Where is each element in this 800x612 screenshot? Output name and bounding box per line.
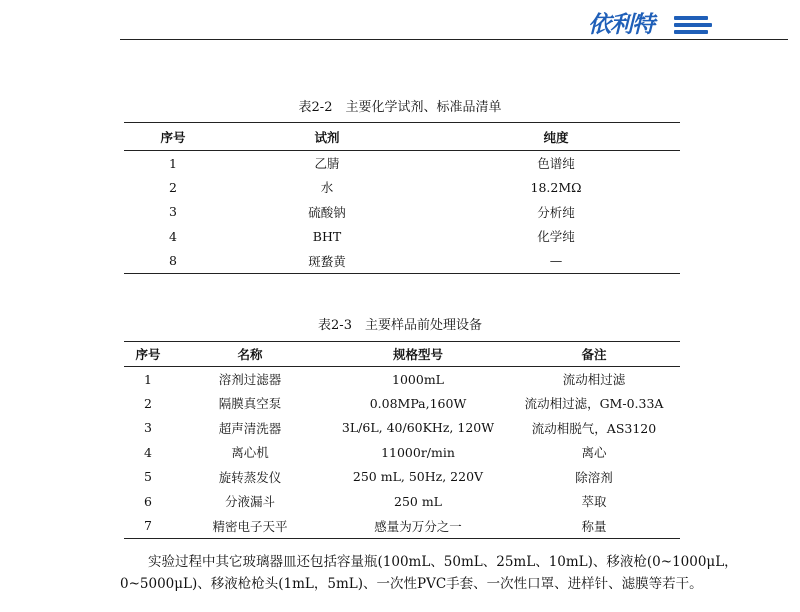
- cell: 250 mL, 50Hz, 220V: [352, 469, 484, 485]
- cell: 精密电子天平: [212, 518, 288, 534]
- cell: 隔膜真空泵: [218, 396, 282, 412]
- cell: BHT: [312, 228, 342, 244]
- cell: 除溶剂: [575, 469, 613, 485]
- cell: 称量: [581, 518, 607, 534]
- cell: 250 mL: [394, 493, 442, 509]
- table-row: [124, 489, 680, 514]
- table-row: [124, 465, 680, 490]
- cell: 5: [144, 469, 152, 485]
- cell: 2: [144, 395, 152, 411]
- reagents-table: [124, 122, 680, 274]
- table-row: [124, 391, 680, 416]
- cell: 流动相脱气，AS3120: [531, 420, 657, 436]
- cell: 6: [144, 493, 152, 509]
- col-header-notes: 备注: [508, 342, 680, 367]
- col-header-reagent: 试剂: [222, 123, 432, 151]
- cell: 3: [144, 420, 152, 436]
- cell: 1: [169, 155, 177, 171]
- col-header-name: 名称: [172, 342, 328, 367]
- header-rule: [120, 39, 788, 40]
- cell: 硫酸钠: [308, 204, 346, 220]
- cell: 3: [169, 204, 177, 220]
- cell: 流动相过滤: [562, 372, 626, 387]
- col-header-purity: 纯度: [432, 123, 680, 151]
- cell: 分析纯: [537, 204, 575, 220]
- table-row: [124, 151, 680, 176]
- cell: 斑蝥黄: [308, 253, 346, 269]
- cell: 离心机: [231, 445, 269, 461]
- cell: —: [549, 253, 563, 268]
- table-row: [124, 200, 680, 225]
- cell: 4: [144, 444, 152, 460]
- table2-caption: 表2-3 主要样品前处理设备: [318, 318, 482, 333]
- table-header-row: [124, 123, 680, 151]
- cell: 2: [169, 179, 177, 195]
- paragraph-line-1: [120, 551, 792, 573]
- table-row: [124, 514, 680, 539]
- cell: 3L/6L, 40/60KHz, 120W: [341, 420, 495, 436]
- paragraph-text: 实验过程中其它玻璃器皿还包括容量瓶(100mL、50mL、25mL、10mL)、移液枪(0~1000μL，: [148, 554, 738, 570]
- paragraph-line-2: 0~5000μL)、移液枪枪头(1mL，5mL)、一次性PVC手套、一次性口罩、进样针、滤膜等若干。: [120, 576, 703, 592]
- cell: 11000r/min: [381, 444, 455, 460]
- cell: 0.08MPa,160W: [369, 395, 467, 411]
- cell: 色谱纯: [537, 156, 575, 171]
- table-row: [124, 249, 680, 274]
- equipment-table: [124, 341, 680, 539]
- cell: 18.2MΩ: [530, 179, 582, 195]
- cell: 离心: [581, 445, 607, 461]
- cell: 萃取: [581, 494, 607, 510]
- logo-text: 依利特: [588, 12, 654, 38]
- table-header-row: [124, 342, 680, 367]
- cell: 4: [169, 228, 177, 244]
- col-header-spec: 规格型号: [328, 342, 508, 367]
- cell: 流动相过滤，GM-0.33A: [524, 396, 664, 412]
- col-header-index: 序号: [124, 342, 172, 367]
- cell: 旋转蒸发仪: [218, 469, 282, 485]
- col-header-index: 序号: [124, 123, 222, 151]
- cell: 化学纯: [537, 229, 575, 245]
- logo-bars-icon: [674, 16, 712, 36]
- cell: 超声清洗器: [218, 420, 282, 436]
- cell: 水: [320, 180, 334, 196]
- table-row: [124, 224, 680, 249]
- cell: 8: [169, 253, 177, 268]
- body-paragraph: [120, 551, 792, 595]
- company-logo: [588, 10, 784, 40]
- table-row: [124, 175, 680, 200]
- table-row: [124, 367, 680, 392]
- table-row: [124, 416, 680, 441]
- cell: 乙腈: [314, 156, 340, 171]
- cell: 分液漏斗: [224, 494, 275, 510]
- cell: 溶剂过滤器: [218, 372, 282, 387]
- cell: 感量为万分之一: [374, 518, 462, 534]
- cell: 7: [144, 518, 152, 533]
- cell: 1000mL: [392, 371, 444, 387]
- cell: 1: [144, 371, 152, 387]
- table1-caption: 表2-2 主要化学试剂、标准品清单: [298, 100, 502, 115]
- table-row: [124, 440, 680, 465]
